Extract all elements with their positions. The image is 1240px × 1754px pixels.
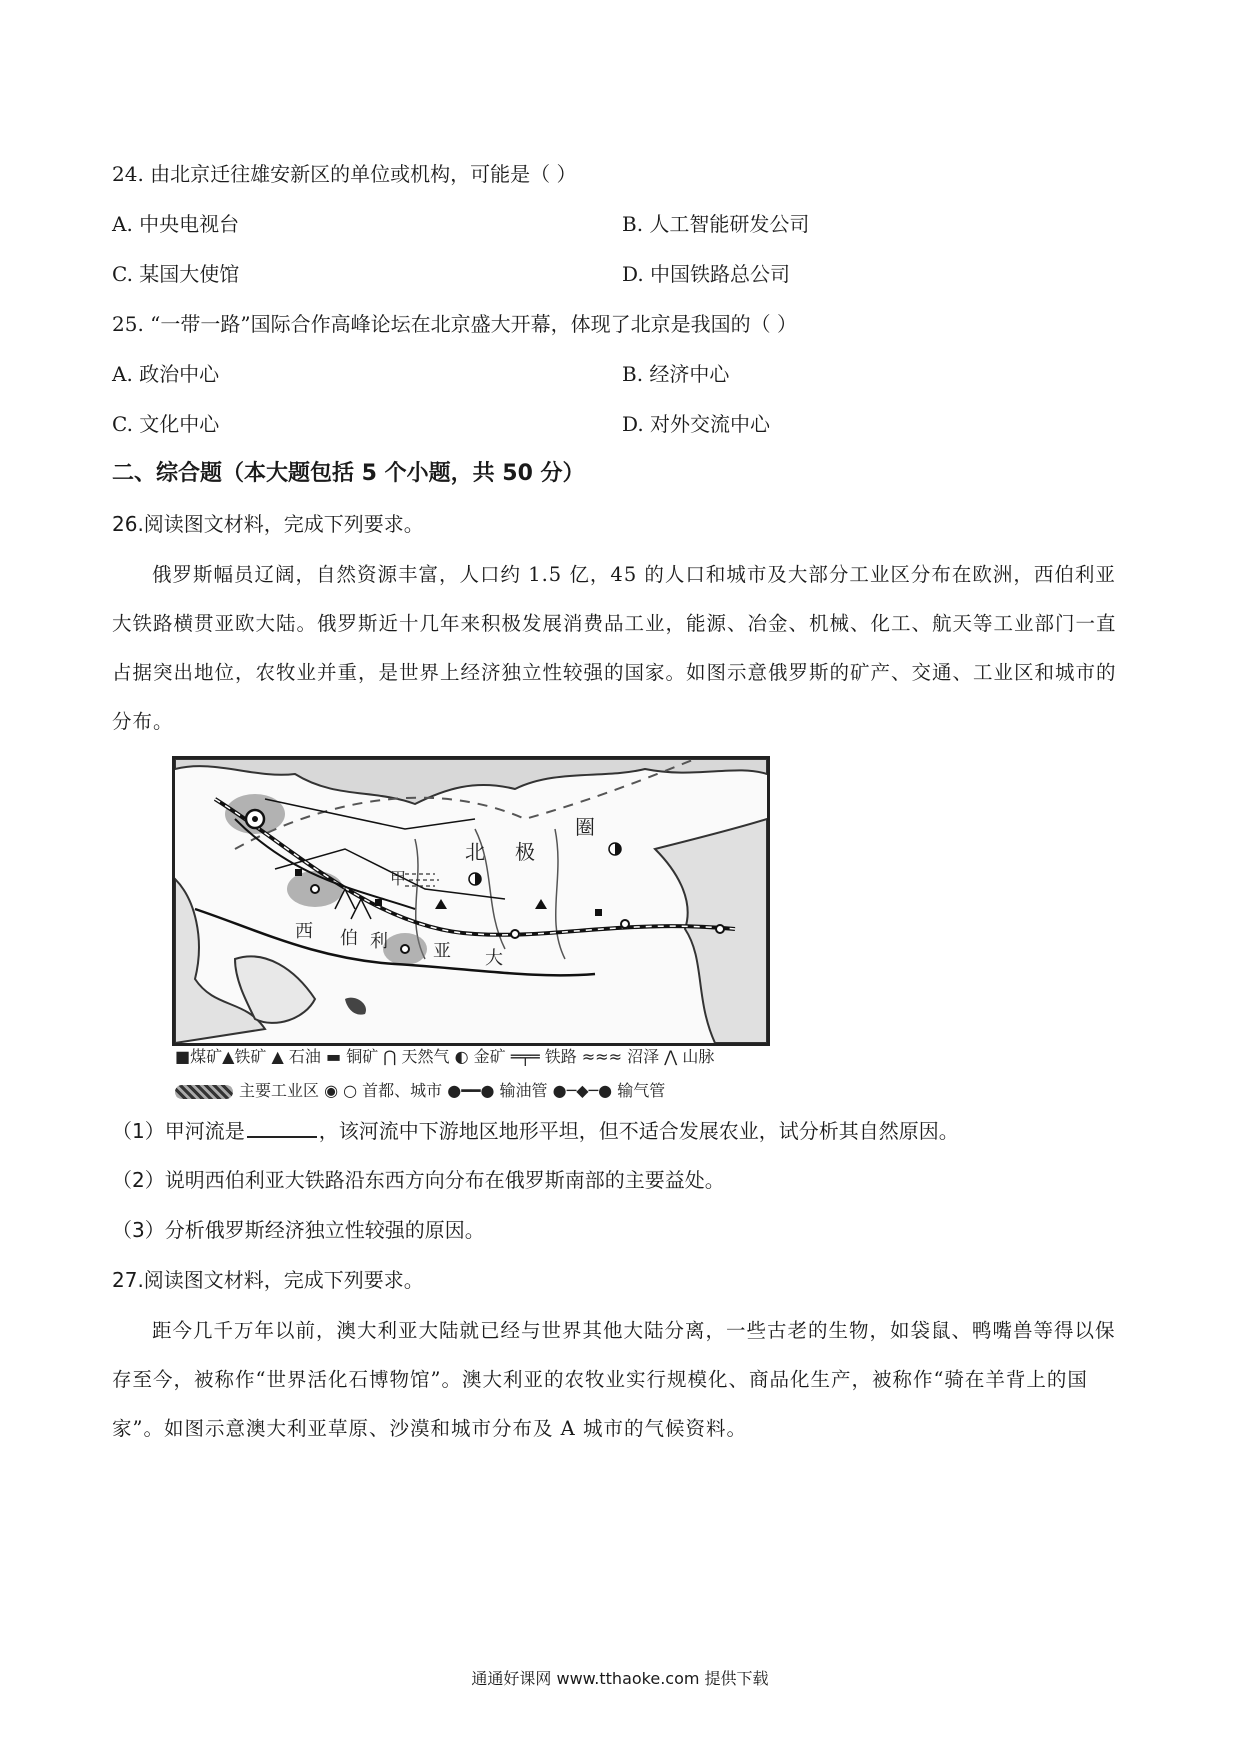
q25-option-a: A. 政治中心 — [112, 362, 220, 386]
q27-paragraph: 距今几千万年以前，澳大利亚大陆就已经与世界其他大陆分离，一些古老的生物，如袋鼠、鸭嘴兽等得以保存至今，被称作“世界活化石博物馆”。澳大利亚的农牧业实行规模化、商品化生产，被称作“骑在羊背上的国家”。如图示意澳大利亚草原、沙漠和城市分布及 A 城市的气候资料。 — [112, 1319, 1116, 1440]
section-heading: 二、综合题（本大题包括 5 个小题，共 50 分） — [112, 461, 585, 486]
legend-row-1: ■煤矿▲铁矿 ▲ 石油 ▬ 铜矿 ⋂ 天然气 ◐ 金矿 ═╤═ 铁路 ≈≈≈ 沼泽 ⋀ 山脉 — [175, 1047, 715, 1066]
q24-option-b: B. 人工智能研发公司 — [622, 212, 810, 236]
q26-paragraph: 俄罗斯幅员辽阔，自然资源丰富，人口约 1.5 亿，45 的人口和城市及大部分工业区分布在欧洲，西伯利亚大铁路横贯亚欧大陆。俄罗斯近十几年来积极发展消费品工业，能源、冶金、机械、化工、航天等工业部门一直占据突出地位，农牧业并重，是世界上经济独立性较强的国家。如图示意俄罗斯的矿产、交通、工业区和城市的分布。 — [112, 563, 1117, 733]
russia-map-drawing — [175, 759, 767, 1043]
q24-option-a: A. 中央电视台 — [112, 212, 240, 236]
q27-intro: 27.阅读图文材料，完成下列要求。 — [112, 1268, 424, 1292]
map-label-bei: 北 — [465, 840, 485, 864]
map-label-jia: 甲 — [390, 869, 407, 888]
answer-blank[interactable] — [247, 1116, 317, 1138]
q26-sub3: （3）分析俄罗斯经济独立性较强的原因。 — [112, 1218, 485, 1242]
russia-map — [172, 756, 770, 1046]
page-footer: 通通好课网 www.tthaoke.com 提供下载 — [471, 1669, 769, 1688]
q25-option-b: B. 经济中心 — [622, 362, 730, 386]
legend-row-2 — [175, 1074, 714, 1108]
q24-option-d: D. 中国铁路总公司 — [622, 262, 791, 286]
q26-sub1-before: （1）甲河流是 — [112, 1119, 245, 1143]
q25-option-d: D. 对外交流中心 — [622, 412, 771, 436]
map-label-bo: 伯 — [340, 928, 358, 949]
q24-option-c: C. 某国大使馆 — [112, 262, 240, 286]
q26-sub2: （2）说明西伯利亚大铁路沿东西方向分布在俄罗斯南部的主要益处。 — [112, 1168, 725, 1192]
q26-intro: 26.阅读图文材料，完成下列要求。 — [112, 512, 424, 536]
q26-sub1 — [112, 1116, 959, 1145]
map-label-quan: 圈 — [575, 815, 595, 839]
map-label-ji: 极 — [515, 840, 535, 864]
industrial-zone-swatch — [175, 1085, 233, 1099]
map-label-xi: 西 — [295, 921, 313, 942]
map-label-ya: 亚 — [433, 941, 451, 962]
map-label-li: 利 — [370, 931, 388, 952]
q26-sub1-after: ，该河流中下游地区地形平坦，但不适合发展农业，试分析其自然原因。 — [318, 1119, 959, 1143]
q24-stem: 24. 由北京迁往雄安新区的单位或机构，可能是（ ） — [112, 162, 577, 186]
q25-stem: 25. “一带一路”国际合作高峰论坛在北京盛大开幕，体现了北京是我国的（ ） — [112, 312, 797, 336]
q25-option-c: C. 文化中心 — [112, 412, 220, 436]
map-label-da: 大 — [485, 948, 503, 969]
legend-row-2-text: 主要工业区 ◉ ○ 首都、城市 ●━━● 输油管 ●─◆─● 输气管 — [239, 1081, 666, 1100]
map-legend — [175, 1040, 714, 1108]
